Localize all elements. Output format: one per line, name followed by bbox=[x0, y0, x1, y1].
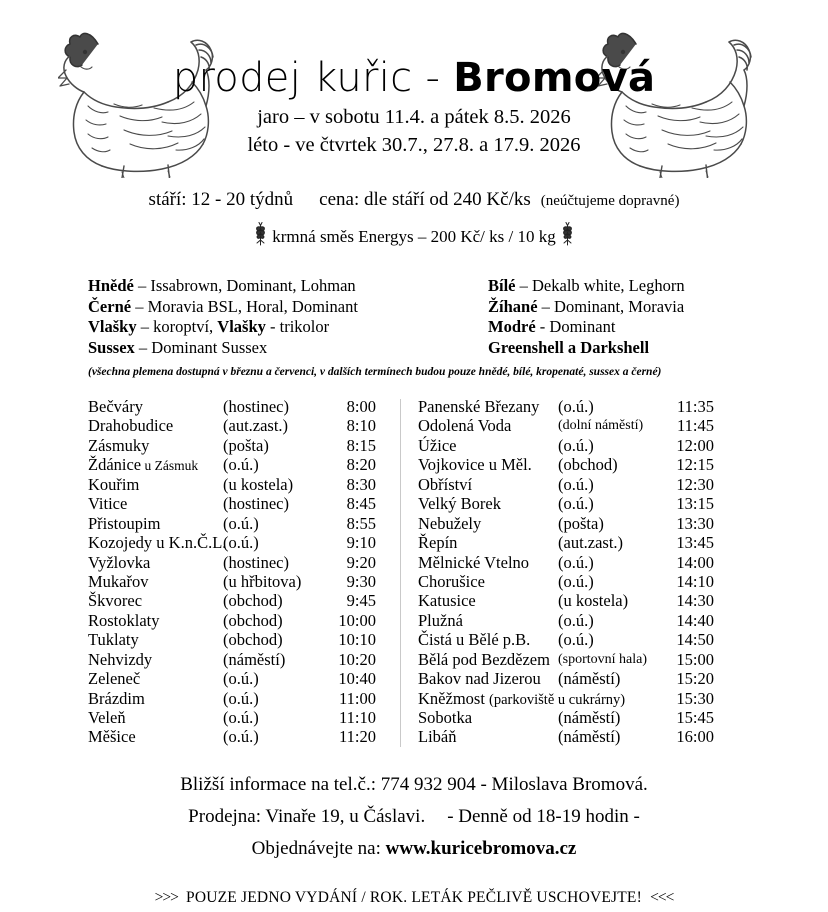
stop-venue: (u hřbitova) bbox=[223, 571, 302, 591]
stop-venue: (o.ú.) bbox=[223, 708, 259, 727]
schedule-row bbox=[418, 397, 718, 416]
stop-venue: (o.ú.) bbox=[558, 474, 594, 494]
stop-venue: (o.ú.) bbox=[558, 610, 594, 630]
breed-line: Žíhané – Dominant, Moravia bbox=[488, 296, 685, 316]
breed-line: Vlašky – koroptví, Vlašky - trikolor bbox=[88, 317, 330, 336]
schedule-row bbox=[418, 630, 718, 649]
stop-time: 10:40 bbox=[338, 669, 376, 689]
stop-name: Veleň bbox=[88, 708, 126, 727]
stop-name: Vitice bbox=[88, 494, 128, 514]
stop-name: Nehvizdy bbox=[88, 649, 153, 669]
breed-varieties: - trikolor bbox=[265, 317, 330, 336]
breeds-column-right bbox=[488, 276, 685, 358]
schedule-row bbox=[418, 533, 718, 552]
shop-line bbox=[0, 801, 828, 833]
stop-name: Obříství bbox=[418, 474, 473, 494]
stop-venue: (o.ú.) bbox=[558, 552, 594, 572]
stop-name: Vyžlovka bbox=[88, 552, 151, 572]
breed-line: Bílé – Dekalb white, Leghorn bbox=[488, 276, 685, 295]
stop-name: Bakov nad Jizerou bbox=[418, 669, 541, 689]
stop-venue: (sportovní hala) bbox=[558, 651, 648, 667]
arrows-left: >>> bbox=[154, 889, 178, 906]
stop-time: 8:45 bbox=[346, 494, 376, 514]
title-block bbox=[0, 54, 828, 158]
stop-name: Nebužely bbox=[418, 513, 482, 533]
title-bold-part: Bromová bbox=[453, 55, 656, 101]
feed-text: krmná směs Energys – 200 Kč/ ks / 10 kg bbox=[272, 227, 556, 246]
schedule-row bbox=[88, 727, 388, 746]
stop-time: 11:00 bbox=[339, 688, 376, 708]
bottom-notice-text: POUZE JEDNO VYDÁNÍ / ROK. LETÁK PEČLIVĚ USCHOVEJTE! bbox=[186, 889, 642, 906]
schedule-row bbox=[88, 494, 388, 513]
stop-venue: (náměstí) bbox=[558, 708, 621, 727]
stop-time: 8:10 bbox=[346, 416, 376, 436]
breed-line: Sussex – Dominant Sussex bbox=[88, 337, 268, 357]
schedule-row bbox=[88, 397, 388, 416]
stop-venue: (o.ú.) bbox=[223, 455, 259, 475]
breed-name: Vlašky bbox=[88, 317, 137, 336]
stop-time: 11:10 bbox=[339, 708, 376, 727]
stop-time: 16:00 bbox=[676, 727, 714, 747]
schedule-row bbox=[88, 708, 388, 727]
stop-venue: (pošta) bbox=[223, 435, 269, 455]
schedule-row bbox=[88, 416, 388, 435]
stop-time: 9:20 bbox=[346, 552, 376, 572]
breed-varieties: koroptví, bbox=[153, 317, 218, 336]
schedule-row bbox=[418, 572, 718, 591]
stop-name: Libáň bbox=[418, 727, 457, 747]
schedule-column-left bbox=[88, 397, 388, 747]
stop-time: 14:00 bbox=[676, 552, 714, 572]
schedule-row bbox=[418, 553, 718, 572]
stop-name: Kněžmost bbox=[418, 688, 485, 708]
breed-varieties: Dominant Sussex bbox=[151, 337, 268, 357]
schedule-row bbox=[88, 533, 388, 552]
stop-time: 11:20 bbox=[339, 727, 376, 747]
schedule-row bbox=[418, 708, 718, 727]
stop-name: Řepín bbox=[418, 533, 458, 553]
stop-time: 10:00 bbox=[338, 610, 376, 630]
schedule-row bbox=[418, 494, 718, 513]
summer-dates: léto - ve čtvrtek 30.7., 27.8. a 17.9. 2026 bbox=[247, 134, 581, 156]
stop-venue: (hostinec) bbox=[223, 494, 289, 514]
breed-name: Hnědé bbox=[88, 276, 134, 295]
stop-venue: (obchod) bbox=[223, 610, 283, 630]
stop-name: Měšice bbox=[88, 727, 136, 747]
stop-time: 8:00 bbox=[346, 397, 376, 416]
stop-venue: (u kostela) bbox=[223, 474, 294, 494]
breed-line: Modré - Dominant bbox=[488, 317, 616, 336]
shop-address: Prodejna: Vinaře 19, u Čáslavi. bbox=[188, 806, 426, 827]
breed-varieties: Issabrown, Dominant, Lohman bbox=[150, 276, 356, 295]
stop-time: 13:15 bbox=[676, 494, 714, 514]
breed-name: Greenshell a Darkshell bbox=[488, 337, 650, 357]
stop-venue: (o.ú.) bbox=[223, 533, 259, 553]
stop-time: 14:50 bbox=[676, 630, 714, 650]
website-link[interactable]: www.kuricebromova.cz bbox=[385, 838, 577, 859]
stop-name: Sobotka bbox=[418, 708, 473, 727]
stop-name: Drahobudice bbox=[88, 416, 174, 436]
stop-time: 15:00 bbox=[676, 649, 714, 669]
stop-name: Škvorec bbox=[88, 591, 143, 611]
schedule-row bbox=[88, 669, 388, 688]
stop-name: Čistá u Bělé p.B. bbox=[418, 630, 531, 650]
schedule-row bbox=[418, 727, 718, 746]
stop-venue: (náměstí) bbox=[558, 727, 621, 747]
breed-line bbox=[488, 338, 685, 359]
stop-venue: (náměstí) bbox=[558, 669, 621, 689]
stop-time: 10:10 bbox=[338, 630, 376, 650]
stop-name: Velký Borek bbox=[418, 494, 501, 514]
arrows-right: <<< bbox=[650, 889, 674, 906]
stop-name: Tuklaty bbox=[88, 630, 139, 650]
availability-note: (všechna plemena dostupná v březnu a červenci, v dalších termínech budou pouze hnědé, bílé, kropenaté, sussex a černé) bbox=[88, 366, 662, 378]
stop-name: Chorušice bbox=[418, 571, 485, 591]
stop-name-main: Ždánice bbox=[88, 455, 142, 475]
stop-name: Katusice bbox=[418, 591, 476, 611]
column-divider bbox=[400, 399, 401, 747]
wheat-ear-icon bbox=[254, 222, 267, 252]
stop-venue: (hostinec) bbox=[223, 552, 289, 572]
stop-name: Rostoklaty bbox=[88, 610, 160, 630]
stop-name: Zeleneč bbox=[88, 669, 141, 689]
schedule-row bbox=[418, 436, 718, 455]
breed-name: Žíhané bbox=[488, 296, 538, 316]
stop-time: 13:45 bbox=[676, 533, 714, 553]
stop-time: 9:30 bbox=[346, 571, 376, 591]
stop-time: 8:15 bbox=[346, 435, 376, 455]
stop-name: Panenské Březany bbox=[418, 397, 540, 416]
schedule-row bbox=[88, 436, 388, 455]
schedule-row bbox=[88, 553, 388, 572]
schedule-row bbox=[418, 475, 718, 494]
stop-venue: (o.ú.) bbox=[558, 571, 594, 591]
stop-venue: (o.ú.) bbox=[558, 630, 594, 650]
stop-time: 14:30 bbox=[676, 591, 714, 611]
breed-name: Bílé bbox=[488, 276, 516, 295]
shipping-note: (neúčtujeme dopravné) bbox=[540, 193, 680, 209]
stop-name: Mukařov bbox=[88, 571, 149, 591]
page-title bbox=[0, 54, 828, 102]
breed-name: Černé bbox=[88, 296, 132, 316]
stop-name: Vojkovice u Měl. bbox=[418, 455, 532, 475]
schedule-row bbox=[88, 630, 388, 649]
schedule-row bbox=[88, 475, 388, 494]
bottom-notice bbox=[0, 889, 828, 907]
contact-line: Bližší informace na tel.č.: 774 932 904 - Miloslava Bromová. bbox=[180, 774, 648, 795]
breed-varieties: Dekalb white, Leghorn bbox=[532, 276, 685, 295]
title-light-part: prodej kuřic - bbox=[172, 55, 454, 101]
schedule-row bbox=[88, 455, 388, 474]
stop-venue: (o.ú.) bbox=[223, 513, 259, 533]
stop-time: 8:20 bbox=[346, 455, 376, 475]
stop-time: 15:30 bbox=[676, 688, 714, 708]
stop-time: 14:40 bbox=[676, 610, 714, 630]
stop-name: Bělá pod Bezdězem bbox=[418, 649, 550, 669]
schedule-row bbox=[418, 514, 718, 533]
flyer-header bbox=[0, 0, 828, 180]
schedule-row bbox=[418, 669, 718, 688]
stop-time: 9:10 bbox=[346, 533, 376, 553]
stop-venue: (o.ú.) bbox=[558, 435, 594, 455]
flyer-footer bbox=[0, 769, 828, 865]
stop-venue: (obchod) bbox=[223, 591, 283, 611]
schedule-row bbox=[418, 416, 718, 435]
schedule-section bbox=[0, 397, 828, 755]
stop-venue: (u kostela) bbox=[558, 591, 629, 611]
wheat-ear-icon bbox=[561, 222, 574, 252]
schedule-row bbox=[88, 591, 388, 610]
schedule-row bbox=[418, 611, 718, 630]
feed-row bbox=[0, 222, 828, 252]
stop-name: Brázdim bbox=[88, 688, 145, 708]
stop-name: Kouřim bbox=[88, 474, 140, 494]
order-prefix: Objednávejte na: bbox=[251, 838, 386, 859]
stop-name bbox=[88, 455, 198, 475]
stop-time: 12:00 bbox=[676, 435, 714, 455]
stop-name: Odolená Voda bbox=[418, 416, 512, 436]
stop-venue: (pošta) bbox=[558, 513, 604, 533]
schedule-row bbox=[418, 455, 718, 474]
stop-time: 12:15 bbox=[676, 455, 714, 475]
stop-time: 8:55 bbox=[346, 513, 376, 533]
schedule-row bbox=[88, 689, 388, 708]
schedule-row bbox=[88, 514, 388, 533]
stop-time: 11:45 bbox=[677, 416, 714, 436]
breed-line: Černé – Moravia BSL, Horal, Dominant bbox=[88, 296, 358, 316]
spring-dates: jaro – v sobotu 11.4. a pátek 8.5. 2026 bbox=[257, 106, 571, 128]
stop-venue: (obchod) bbox=[223, 630, 283, 650]
stop-venue: (aut.zast.) bbox=[558, 533, 624, 553]
stop-venue: (o.ú.) bbox=[558, 494, 594, 514]
stop-venue: (o.ú.) bbox=[223, 727, 259, 747]
stop-time: 15:45 bbox=[676, 708, 714, 727]
schedule-column-right bbox=[418, 397, 718, 747]
stop-time: 15:20 bbox=[676, 669, 714, 689]
stop-time: 8:30 bbox=[346, 474, 376, 494]
breed-name: Modré bbox=[488, 317, 536, 336]
stop-time: 10:20 bbox=[338, 649, 376, 669]
opening-hours: - Denně od 18-19 hodin - bbox=[447, 806, 640, 827]
stop-name: Mělnické Vtelno bbox=[418, 552, 530, 572]
stop-name: Přistoupim bbox=[88, 513, 161, 533]
stop-name: Zásmuky bbox=[88, 435, 150, 455]
stop-venue: (dolní náměstí) bbox=[558, 418, 644, 434]
stop-time: 14:10 bbox=[676, 571, 714, 591]
stop-name: Úžice bbox=[418, 435, 457, 455]
stop-venue: (aut.zast.) bbox=[223, 416, 289, 436]
schedule-row bbox=[418, 650, 718, 669]
stop-time: 12:30 bbox=[676, 474, 714, 494]
schedule-row bbox=[418, 689, 718, 708]
stop-venue: (náměstí) bbox=[223, 649, 286, 669]
breed-name: Sussex bbox=[88, 337, 135, 357]
stop-venue: (hostinec) bbox=[223, 397, 289, 416]
pricing-row bbox=[0, 188, 828, 213]
breeds-section bbox=[0, 276, 828, 358]
price-text: cena: dle stáří od 240 Kč/ks bbox=[319, 189, 531, 210]
age-text: stáří: 12 - 20 týdnů bbox=[148, 189, 294, 210]
breed-varieties: Moravia BSL, Horal, Dominant bbox=[147, 296, 358, 316]
stop-name-suffix: u Zásmuk bbox=[141, 458, 199, 474]
breeds-column-left bbox=[88, 276, 358, 358]
stop-venue: (o.ú.) bbox=[558, 397, 594, 416]
schedule-row bbox=[88, 611, 388, 630]
stop-name: Kozojedy u K.n.Č.L. bbox=[88, 533, 227, 553]
stop-name: Plužná bbox=[418, 610, 463, 630]
stop-time: 11:35 bbox=[677, 397, 714, 416]
stop-time: 9:45 bbox=[346, 591, 376, 611]
stop-name: Bečváry bbox=[88, 397, 143, 416]
stop-venue: (o.ú.) bbox=[223, 669, 259, 689]
order-line bbox=[0, 833, 828, 865]
breed-varieties: Dominant bbox=[549, 317, 616, 336]
stop-time: 13:30 bbox=[676, 513, 714, 533]
schedule-row bbox=[88, 572, 388, 591]
stop-venue: (obchod) bbox=[558, 455, 618, 475]
breed-line: Hnědé – Issabrown, Dominant, Lohman bbox=[88, 276, 356, 295]
stop-venue: (o.ú.) bbox=[223, 688, 259, 708]
schedule-row bbox=[88, 650, 388, 669]
breed-varieties: Dominant, Moravia bbox=[554, 296, 685, 316]
breed-name: Vlašky bbox=[217, 317, 266, 336]
stop-venue: (parkoviště u cukrárny) bbox=[489, 691, 626, 708]
schedule-row bbox=[418, 591, 718, 610]
